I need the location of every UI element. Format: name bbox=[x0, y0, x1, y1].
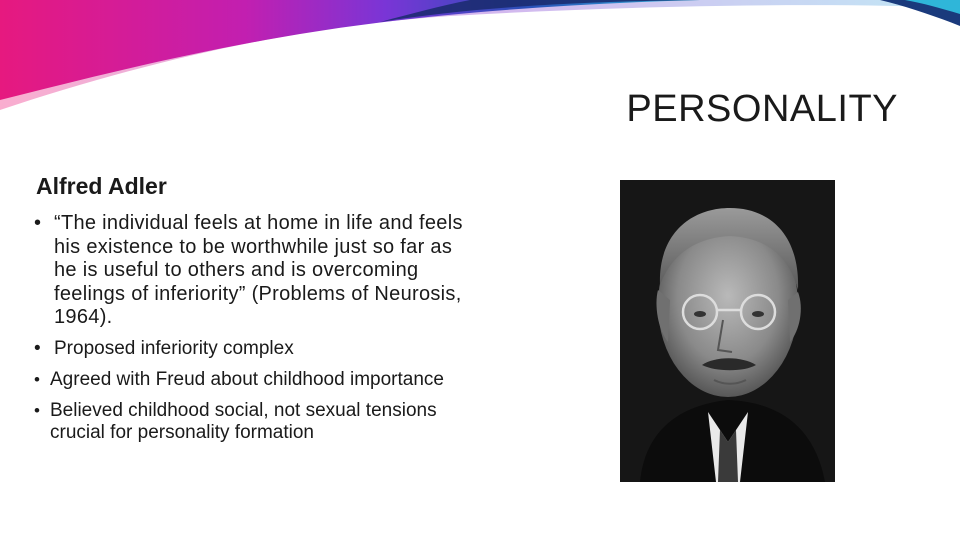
bullet-list bbox=[34, 212, 474, 444]
slide-subtitle: Alfred Adler bbox=[36, 173, 167, 199]
bullet-icon: • bbox=[34, 369, 40, 389]
portrait-photo bbox=[620, 180, 835, 482]
bullet-item-freud bbox=[34, 369, 474, 391]
bullet-text: Proposed inferiority complex bbox=[54, 337, 294, 359]
bullet-text: Believed childhood social, not sexual tensions crucial for personality formation bbox=[50, 399, 437, 443]
bullet-icon: • bbox=[34, 337, 41, 359]
bullet-icon: • bbox=[34, 212, 42, 234]
bullet-text: Agreed with Freud about childhood importance bbox=[50, 368, 444, 390]
bullet-item-inferiority bbox=[34, 338, 474, 360]
bullet-item-childhood bbox=[34, 400, 474, 444]
slide-title: PERSONALITY bbox=[626, 88, 898, 130]
bullet-icon: • bbox=[34, 400, 40, 420]
bullet-text: “The individual feels at home in life and feels his existence to be worthwhile just so far as he is useful to others and is overcoming feelings of inferiority” (Problems of Neurosis, 1964). bbox=[54, 212, 463, 328]
bullet-item-quote bbox=[34, 212, 474, 330]
